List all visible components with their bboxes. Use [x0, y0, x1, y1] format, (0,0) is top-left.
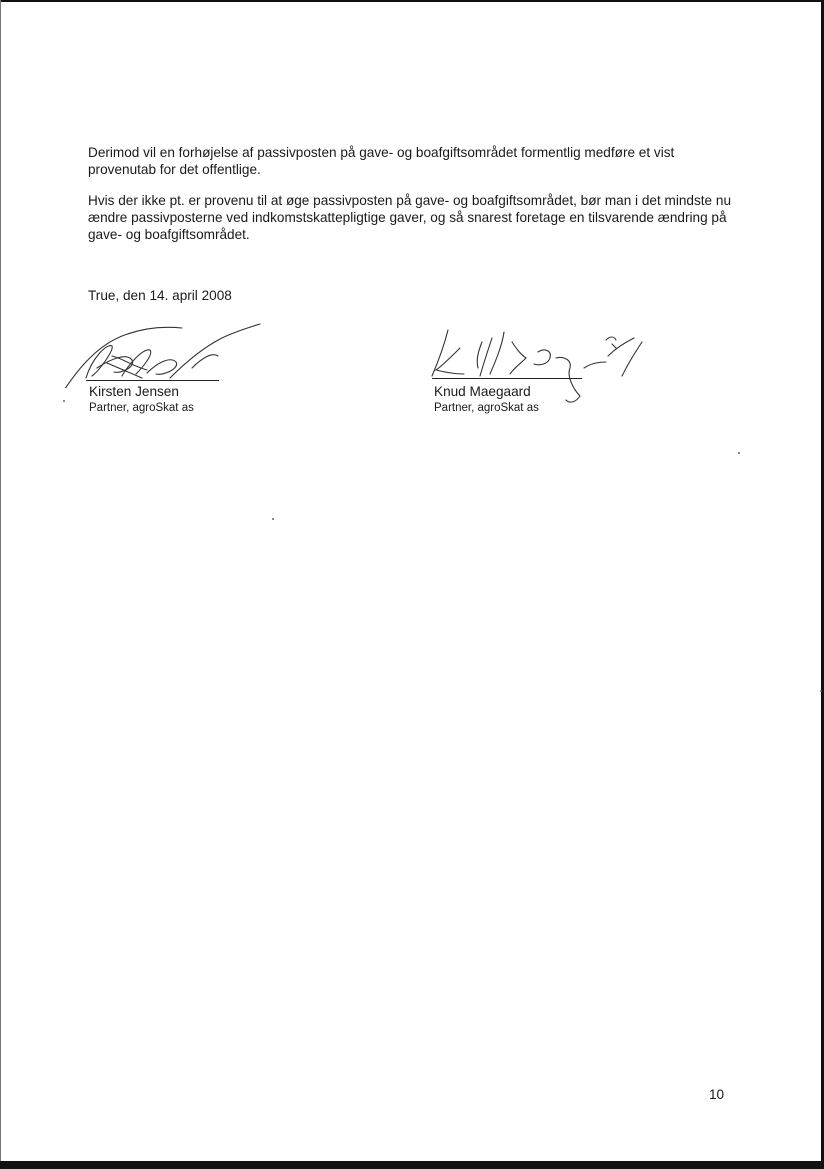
- page-number: 10: [709, 1087, 725, 1102]
- scan-edge-bottom: [0, 1161, 824, 1169]
- signature-block-left: [52, 318, 282, 418]
- signature-line-left: [86, 380, 219, 381]
- scan-edge-top: [0, 0, 824, 2]
- body-paragraph-1: Derimod vil en forhøjelse af passivposten på gave- og boafgiftsområdet formentlig medføre et vist provenutab for det offentlige.: [88, 145, 675, 177]
- scan-edge-left: [0, 0, 1, 1169]
- signatory-role-left: Partner, agroSkat as: [89, 402, 194, 414]
- handwritten-signature-left: [52, 318, 282, 388]
- signature-block-right: [420, 318, 660, 418]
- dateline: True, den 14. april 2008: [88, 288, 232, 303]
- body-paragraph-2: Hvis der ikke pt. er provenu til at øge passivposten på gave- og boafgiftsområdet, bør man i det mindste nu ændre passivposterne ved indkomstskattepligtige gaver, og så snarest foretage en tilsvarende ændring på gave- og boafgiftsområdet.: [88, 193, 732, 242]
- signatory-role-right: Partner, agroSkat as: [434, 402, 539, 414]
- scan-speck: [63, 400, 65, 402]
- scan-speck: [820, 690, 822, 692]
- scan-speck: [272, 518, 274, 520]
- signatory-name-left: Kirsten Jensen: [89, 384, 179, 399]
- scan-speck: [738, 452, 740, 454]
- signatory-name-right: Knud Maegaard: [434, 384, 531, 399]
- signature-line-right: [432, 378, 582, 379]
